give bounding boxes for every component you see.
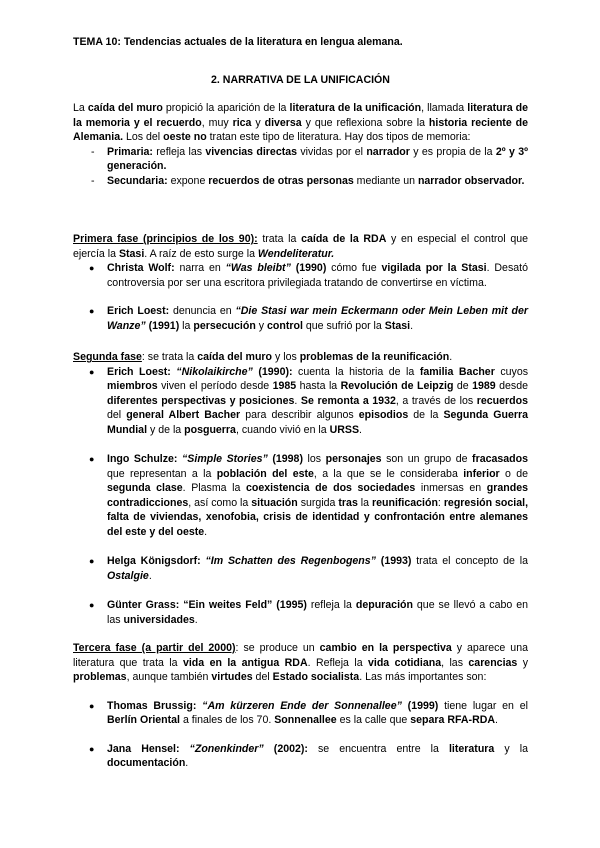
document-topic-title: TEMA 10: Tendencias actuales de la literatura en lengua alemana.	[73, 36, 403, 48]
section-title: 2. NARRATIVA DE LA UNIFICACIÓN	[211, 74, 390, 86]
phase3-paragraph: Tercera fase (a partir del 2000): se produce un cambio en la perspectiva y aparece una literatura que trata la vida en la antigua RDA. Refleja la vida cotidiana, las carencias y problemas, aunque también virtudes del Estado socialista. Las más importantes son:	[73, 642, 528, 683]
phase2-item-grass: ● Günter Grass: “Ein weites Feld” (1995) refleja la depuración que se llevó a cabo en las universidades.	[73, 598, 528, 627]
memory-types-list	[73, 145, 528, 189]
phase2-paragraph: Segunda fase: se trata la caída del muro y los problemas de la reunificación.	[73, 351, 453, 363]
phase1-item-loest: ● Erich Loest: denuncia en “Die Stasi war mein Eckermann oder Mein Leben mit der Wanze” (1991) la persecución y control que sufrió por la Stasi.	[73, 304, 528, 333]
phase1-item-wolf: ● Christa Wolf: narra en “Was bleibt” (1990) cómo fue vigilada por la Stasi. Desató controversia por ser una escritora privilegiada tratando de convertirse en víctima.	[73, 261, 528, 290]
phase2-item-loest: ● Erich Loest: “Nikolaikirche” (1990): cuenta la historia de la familia Bacher cuyos miembros viven el período desde 1985 hasta la Revolución de Leipzig de 1989 desde diferentes perspectivas y posiciones. Se remonta a 1932, a través de los recuerdos del general Albert Bacher para describir algunos episodios de la Segunda Guerra Mundial y de la posguerra, cuando vivió en la URSS.	[73, 365, 528, 438]
memory-type-secondary: - Secundaria: expone recuerdos de otras personas mediante un narrador observador.	[73, 174, 528, 189]
phase3-block	[73, 641, 528, 771]
phase3-item-brussig: ● Thomas Brussig: “Am kürzeren Ende der Sonnenallee” (1999) tiene lugar en el Berlín Oriental a finales de los 70. Sonnenallee es la calle que separa RFA-RDA.	[73, 699, 528, 728]
phase2-item-konigsdorf: ● Helga Königsdorf: “Im Schatten des Regenbogens” (1993) trata el concepto de la Ostalgie.	[73, 554, 528, 583]
memory-type-primary: - Primaria: refleja las vivencias directas vividas por el narrador y es propia de la 2º y 3º generación.	[73, 145, 528, 174]
phase1-paragraph: Primera fase (principios de los 90): trata la caída de la RDA y en especial el control que ejercía la Stasi. A raíz de esto surge la Wendeliteratur.	[73, 233, 528, 260]
phase3-item-hensel: ● Jana Hensel: “Zonenkinder” (2002): se encuentra entre la literatura y la documentación.	[73, 742, 528, 771]
phase3-list	[73, 699, 528, 771]
phase1-list	[73, 261, 528, 333]
phase1-block	[73, 232, 528, 333]
phase2-list	[73, 365, 528, 628]
intro-paragraph: La caída del muro propició la aparición de la literatura de la unificación, llamada literatura de la memoria y el recuerdo, muy rica y diversa y que reflexiona sobre la historia reciente de Alemania. Los del oeste no tratan este tipo de literatura. Hay dos tipos de memoria:	[73, 102, 529, 143]
intro-block	[73, 101, 528, 188]
phase2-item-schulze: ● Ingo Schulze: “Simple Stories” (1998) los personajes son un grupo de fracasados que representan a la población del este, a la que se le consideraba inferior o de segunda clase. Plasma la coexistencia de dos sociedades inmersas en grandes contradicciones, así como la situación surgida tras la reunificación: regresión social, falta de viviendas, xenofobia, crisis de identidad y confrontación entre alemanes del este y del oeste.	[73, 452, 528, 539]
phase2-block	[73, 350, 528, 627]
